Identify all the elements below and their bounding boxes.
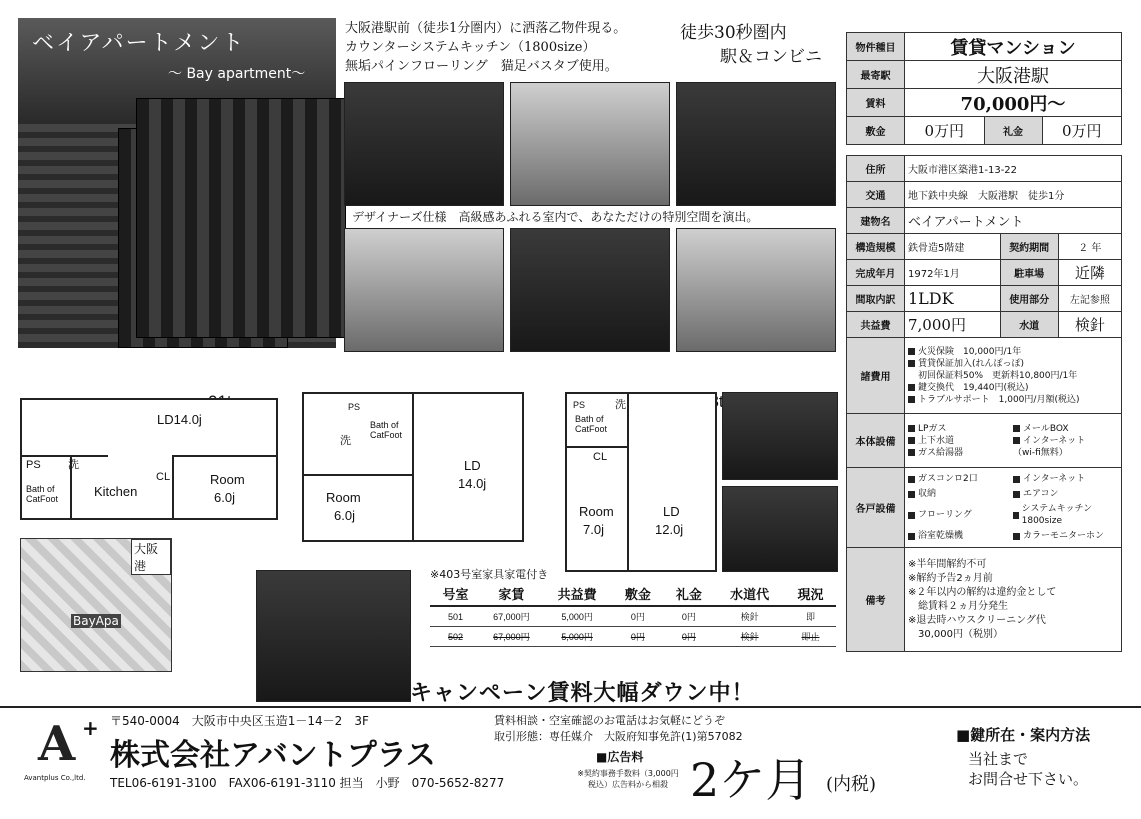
spec-usage: 左記参照 [1058, 286, 1121, 312]
plan01-wash: 洗 [68, 459, 79, 471]
spec-label: 物件種目 [847, 33, 905, 61]
spec-label: 備考 [847, 548, 905, 652]
ad-fee-value: 2ケ月 [690, 753, 812, 807]
walk-line2: 駅＆コンビニ [720, 47, 822, 67]
spec-rent: 70,000円～ [905, 89, 1122, 117]
rent-cell: 0円 [612, 606, 663, 627]
logo-plus-icon: + [82, 716, 99, 740]
spec-label: 間取内訳 [847, 286, 905, 312]
spec-layout: 1LDK [905, 286, 1001, 312]
entrance-photo [256, 570, 411, 702]
table-row [430, 606, 836, 627]
company-logo [24, 716, 100, 786]
ad-fee-note: ※契約事務手数料（3,000円税込）広告料から相殺 [577, 769, 679, 789]
spec-panel [846, 32, 1122, 652]
rent-cell: 0円 [663, 606, 714, 627]
list-item: フローリング [908, 503, 1013, 527]
plan03-ld-size: 12.0j [655, 522, 684, 537]
rent-table-header [430, 582, 836, 606]
license-text: 取引形態：専任媒介 大阪府知事免許(1)第57082 [494, 730, 743, 743]
caption-line3: 無垢パインフローリング 猫足バスタブ使用。 [345, 59, 618, 74]
list-item: 上下水道 [908, 435, 1013, 447]
consult-text: 賃料相談・空室確認のお電話はお気軽にどうぞ [494, 714, 725, 727]
list-item: 鍵交換代 19,440円(税込) [908, 382, 1118, 394]
plan02-room-size: 6.0j [334, 508, 355, 523]
plan01-cl: CL [156, 471, 171, 483]
area-map [20, 538, 172, 672]
interior-photo-4 [344, 228, 504, 352]
company-name: 株式会社アバントプラス [110, 738, 436, 773]
plan03-ld: LD [663, 504, 680, 519]
spec-label: 契約期間 [1000, 234, 1058, 260]
hero-subtitle: ～ Bay apartment～ [168, 66, 306, 82]
list-item: 収納 [908, 488, 1013, 500]
plan02-room: Room [326, 490, 361, 505]
rent-cell: 0円 [612, 627, 663, 647]
logo-sub: Avantplus Co.,ltd. [24, 774, 86, 782]
spec-table-main [846, 155, 1122, 652]
plan03-bath: Bath of CatFoot [575, 414, 608, 434]
spec-label: 交通 [847, 182, 905, 208]
plan03-room: Room [579, 504, 614, 519]
list-item: メールBOX [1013, 423, 1118, 435]
plan02-wash: 洗 [340, 435, 351, 447]
list-item: システムキッチン 1800size [1013, 503, 1118, 527]
key-info-text2: お問合せ下さい。 [968, 770, 1089, 788]
floor-plan-03 [565, 392, 717, 572]
plan01-room-size: 6.0j [214, 490, 235, 505]
spec-label: 敷金 [847, 117, 905, 145]
rent-th: 敷金 [612, 582, 663, 606]
rent-cell: 即 [785, 606, 836, 627]
spec-transit: 地下鉄中央線 大阪港駅 徒歩1分 [905, 182, 1122, 208]
table-row [430, 627, 836, 647]
building-facade [136, 98, 346, 338]
spec-station: 大阪港駅 [905, 61, 1122, 89]
spec-built: 1972年1月 [905, 260, 1001, 286]
rent-cell: 5,000円 [542, 606, 613, 627]
ad-fee-tax: (内税) [826, 774, 877, 795]
spec-fees [905, 338, 1122, 414]
spec-building: ベイアパートメント [905, 208, 1122, 234]
plan02-ld-size: 14.0j [458, 476, 487, 491]
plan01-ps: PS [26, 459, 41, 471]
floor-plan-01 [20, 398, 278, 520]
plan03-ps: PS [573, 400, 586, 410]
spec-label: 共益費 [847, 312, 905, 338]
plan03-room-size: 7.0j [583, 522, 604, 537]
list-item: 賃貸保証加入(れんぽっぽ) [908, 358, 1118, 370]
spec-label: 駐車場 [1000, 260, 1058, 286]
spec-table-top [846, 32, 1122, 145]
list-item: LPガス [908, 423, 1013, 435]
spec-label: 構造規模 [847, 234, 905, 260]
kitchen-photo [510, 228, 670, 352]
rent-cell: 502 [430, 627, 481, 647]
bathroom-photo [676, 228, 836, 352]
spec-water: 検針 [1058, 312, 1121, 338]
spec-contract: ２ 年 [1058, 234, 1121, 260]
plan01-bath: Bath of CatFoot [26, 484, 59, 504]
key-info-title: ■鍵所在・案内方法 [956, 726, 1091, 744]
plan03-wash: 洗 [615, 399, 626, 411]
rent-th: 号室 [430, 582, 481, 606]
map-station-label: 大阪港 [131, 539, 171, 575]
spec-label: 水道 [1000, 312, 1058, 338]
spec-label: 各戸設備 [847, 468, 905, 548]
spec-label: 礼金 [984, 117, 1042, 145]
rent-cell: 5,000円 [542, 627, 613, 647]
designer-caption: デザイナーズ仕様 高級感あふれる室内で、あなただけの特別空間を演出。 [352, 210, 759, 224]
interior-photo-2 [510, 82, 670, 206]
rent-cell: 検針 [714, 627, 785, 647]
spec-notes [905, 548, 1122, 652]
company-address: 〒540-0004 大阪市中央区玉造1－14－2 3F [110, 714, 369, 728]
spec-label: 賃料 [847, 89, 905, 117]
plan02-ps: PS [348, 402, 361, 412]
spec-label: 住所 [847, 156, 905, 182]
plan02-bath: Bath of CatFoot [370, 420, 403, 440]
toilet-photo [722, 486, 838, 572]
spec-address: 大阪市港区築港1-13-22 [905, 156, 1122, 182]
rent-table-note: ※403号室家具家電付き [430, 568, 549, 581]
note-line: 総賃料２ヵ月分発生 [908, 600, 1008, 612]
spec-parking: 近隣 [1058, 260, 1121, 286]
plan03-cl: CL [593, 451, 608, 463]
rent-cell: 67,000円 [481, 606, 542, 627]
spec-deposit: 0万円 [905, 117, 985, 145]
list-item: エアコン [1013, 488, 1118, 500]
ad-fee-label: ■広告料 [596, 750, 644, 764]
footer-divider [0, 706, 1141, 708]
list-item: （wi-fi無料） [1013, 447, 1068, 458]
map-pin-label: BayApa [73, 614, 119, 628]
plan02-ld: LD [464, 458, 481, 473]
rent-cell: 501 [430, 606, 481, 627]
list-item: 初回保証料50% 更新料10,800円/1年 [918, 370, 1078, 381]
caption-line2: カウンターシステムキッチン（1800size） [345, 40, 596, 55]
note-line: ※解約予告2ヵ月前 [908, 572, 993, 584]
list-item: 浴室乾燥機 [908, 530, 1013, 542]
note-line: ※半年間解約不可 [908, 558, 987, 570]
plan01-room: Room [210, 472, 245, 487]
note-line: ※退去時ハウスクリーニング代 [908, 614, 1046, 626]
list-item: インターネット [1013, 473, 1118, 485]
rent-th: 現況 [785, 582, 836, 606]
rent-th: 家賃 [481, 582, 542, 606]
spec-common: 7,000円 [905, 312, 1001, 338]
list-item: トラブルサポート 1,000円/月額(税込) [908, 394, 1118, 406]
spec-label: 建物名 [847, 208, 905, 234]
rent-table-wrap [430, 582, 836, 647]
hero-photo [18, 18, 336, 348]
spec-structure: 鉄骨造5階建 [905, 234, 1001, 260]
company-contact: TEL06-6191-3100 FAX06-6191-3110 担当 小野 070-5652-8277 [110, 776, 505, 790]
interior-photo-3 [676, 82, 836, 206]
caption-line1: 大阪港駅前（徒歩1分圏内）に洒落乙物件現る。 [345, 21, 627, 36]
list-item: ガスコンロ2口 [908, 473, 1013, 485]
list-item: インターネット [1013, 435, 1118, 447]
floor-plan-02 [302, 392, 524, 542]
spec-key: 0万円 [1042, 117, 1122, 145]
rent-th: 水道代 [714, 582, 785, 606]
note-line: 30,000円（税別） [908, 628, 1003, 640]
list-item: 火災保険 10,000円/1年 [908, 346, 1118, 358]
logo-mark: A [38, 716, 76, 772]
rent-cell: 検針 [714, 606, 785, 627]
key-info-text1: 当社まで [968, 750, 1029, 768]
spec-facilities [905, 414, 1122, 468]
spec-label: 諸費用 [847, 338, 905, 414]
list-item: ガス給湯器 [908, 447, 1013, 459]
bath-detail-photo [722, 392, 838, 480]
spec-label: 本体設備 [847, 414, 905, 468]
interior-photo-1 [344, 82, 504, 206]
plan01-kitchen: Kitchen [94, 484, 138, 499]
note-line: ※２年以内の解約は違約金として [908, 586, 1057, 598]
walk-line1: 徒歩30秒圏内 [680, 23, 787, 43]
rent-cell: 即止 [785, 627, 836, 647]
spec-label: 最寄駅 [847, 61, 905, 89]
rent-table [430, 582, 836, 647]
rent-cell: 0円 [663, 627, 714, 647]
list-item: カラーモニターホン [1013, 530, 1118, 542]
hero-title: ベイアパートメント [32, 31, 246, 56]
campaign-banner: キャンペーン賃料大幅ダウン中！ [410, 681, 755, 706]
spec-type: 賃貸マンション [905, 33, 1122, 61]
rent-cell: 67,000円 [481, 627, 542, 647]
spec-unit [905, 468, 1122, 548]
rent-th: 共益費 [542, 582, 613, 606]
spec-label: 完成年月 [847, 260, 905, 286]
plan01-ld: LD14.0j [157, 412, 202, 427]
rent-th: 礼金 [663, 582, 714, 606]
spec-label: 使用部分 [1000, 286, 1058, 312]
